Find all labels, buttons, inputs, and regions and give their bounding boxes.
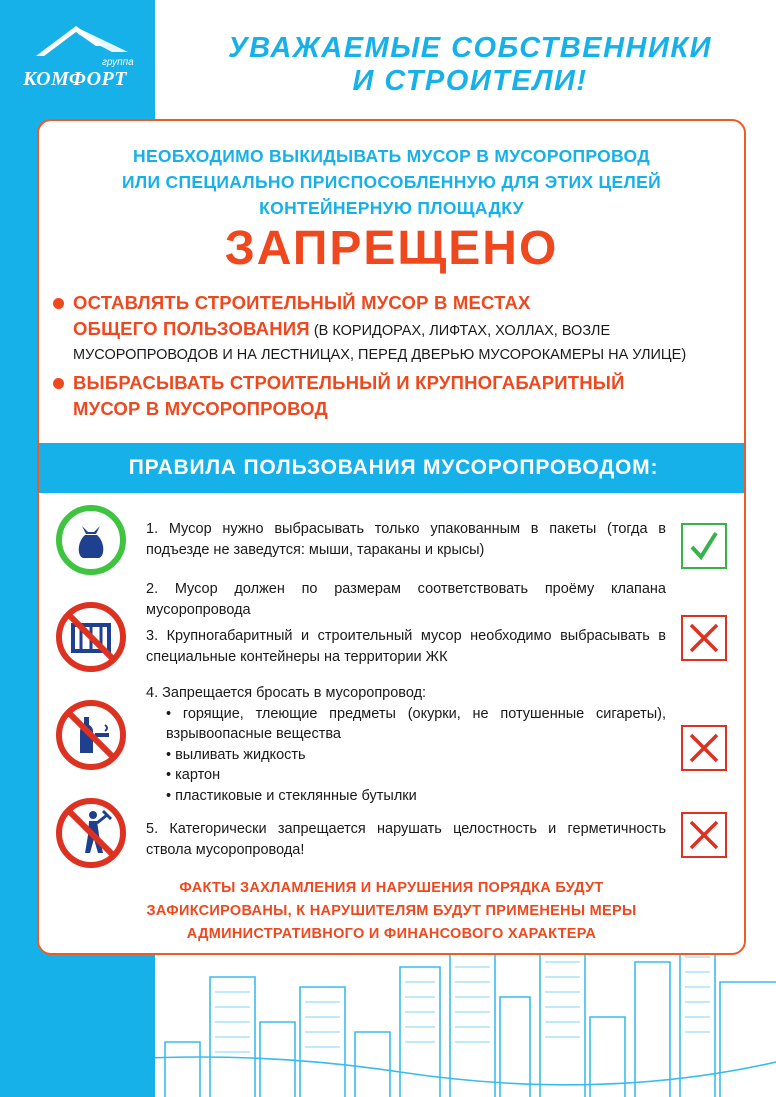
company-logo — [18, 22, 138, 92]
page-headline — [180, 32, 760, 98]
forbidden-item-1-bold-a: ОСТАВЛЯТЬ СТРОИТЕЛЬНЫЙ МУСОР В МЕСТАХ — [73, 292, 531, 313]
forbidden-item-1-bold-b: ОБЩЕГО ПОЛЬЗОВАНИЯ — [73, 318, 310, 339]
rule-4-item-2: • выливать жидкость — [166, 746, 306, 763]
rule-4-item-4: • пластиковые и стеклянные бутылки — [166, 787, 417, 804]
forbidden-item-1-rest-a: (В КОРИДОРАХ, ЛИФТАХ, ХОЛЛАХ, ВОЗЛЕ — [309, 323, 611, 339]
intro-line-3: КОНТЕЙНЕРНУЮ ПЛОЩАДКУ — [259, 198, 524, 218]
forbidden-item-2-line-a: ВЫБРАСЫВАТЬ СТРОИТЕЛЬНЫЙ И КРУПНОГАБАРИТНЫЙ — [73, 372, 625, 393]
forbidden-title: ЗАПРЕЩЕНО — [224, 222, 559, 275]
closing-warning — [39, 877, 744, 946]
cross-icon — [683, 814, 725, 856]
bullet-dot-icon — [53, 298, 64, 309]
forbidden-item-1-rest-b: МУСОРОПРОВОДОВ И НА ЛЕСТНИЦАХ, ПЕРЕД ДВЕРЬЮ МУСОРОКАМЕРЫ НА УЛИЦЕ) — [73, 347, 687, 363]
no-bottle-cigarette-icon — [55, 699, 127, 771]
logo-name: КОМФОРТ — [23, 68, 127, 90]
closing-line-3: АДМИНИСТРАТИВНОГО И ФИНАНСОВОГО ХАРАКТЕРА — [186, 926, 597, 942]
intro-text — [39, 143, 744, 221]
headline-line-1: УВАЖАЕМЫЕ СОБСТВЕННИКИ — [227, 32, 713, 64]
rule-4 — [146, 683, 666, 806]
roof-logo-icon — [32, 22, 132, 58]
no-vandalism-icon — [55, 797, 127, 869]
cross-icon — [683, 727, 725, 769]
rules-title-bar: ПРАВИЛА ПОЛЬЗОВАНИЯ МУСОРОПРОВОДОМ: — [39, 443, 746, 493]
rule-3: 3. Крупногабаритный и строительный мусор необходимо выбрасывать в специальные контейнеры на территории ЖК — [146, 628, 666, 665]
intro-line-2: ИЛИ СПЕЦИАЛЬНО ПРИСПОСОБЛЕННУЮ ДЛЯ ЭТИХ ЦЕЛЕЙ — [122, 172, 661, 192]
headline-line-2: И СТРОИТЕЛИ! — [352, 65, 588, 97]
forbidden-item-2-line-b: МУСОР В МУСОРОПРОВОД — [73, 398, 328, 419]
closing-line-2: ЗАФИКСИРОВАНЫ, К НАРУШИТЕЛЯМ БУДУТ ПРИМЕНЕНЫ МЕРЫ — [146, 903, 637, 919]
rule-1: 1. Мусор нужно выбрасывать только упакованным в пакеты (тогда в подъезде не заведутся: мыши, тараканы и крысы) — [146, 521, 666, 558]
forbidden-item-2 — [53, 371, 743, 423]
cross-mark-box — [681, 615, 727, 661]
check-icon — [683, 525, 725, 567]
rule-5: 5. Категорически запрещается нарушать целостность и герметичность ствола мусоропровода! — [146, 821, 666, 858]
rule-4-item-3: • картон — [166, 767, 221, 783]
logo-group-label: группа — [102, 57, 134, 68]
rule-4-item-1: • горящие, тлеющие предметы (окурки, не потушенные сигареты), взрывоопасные вещества — [166, 705, 666, 742]
rule-2: 2. Мусор должен по размерам соответствовать проёму клапана мусоропровода — [146, 581, 666, 618]
rule-4-head: 4. Запрещается бросать в мусоропровод: — [146, 685, 427, 701]
check-mark-box — [681, 523, 727, 569]
notice-card — [37, 119, 746, 955]
intro-line-1: НЕОБХОДИМО ВЫКИДЫВАТЬ МУСОР В МУСОРОПРОВОД — [133, 146, 650, 166]
forbidden-item-1 — [53, 291, 743, 367]
cross-mark-box — [681, 812, 727, 858]
closing-line-1: ФАКТЫ ЗАХЛАМЛЕНИЯ И НАРУШЕНИЯ ПОРЯДКА БУДУТ — [179, 880, 604, 896]
cross-mark-box — [681, 725, 727, 771]
bullet-dot-icon — [53, 378, 64, 389]
cross-icon — [683, 617, 725, 659]
no-crate-icon — [55, 601, 127, 673]
trash-bag-icon — [55, 504, 127, 576]
